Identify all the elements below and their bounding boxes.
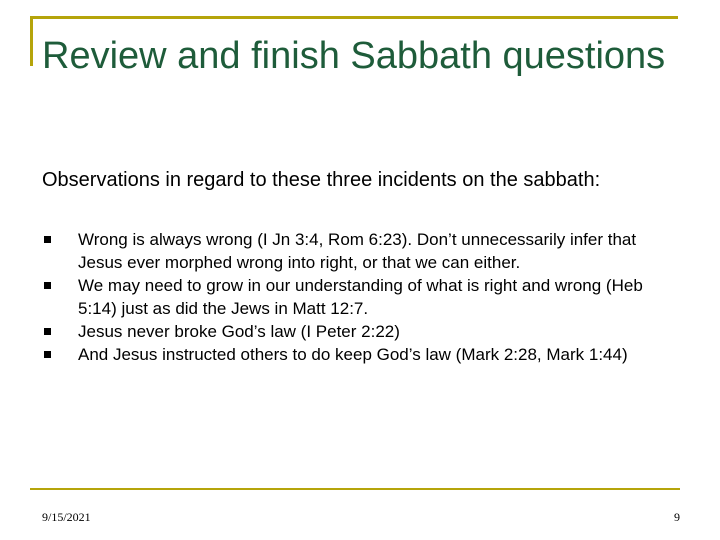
list-item (42, 343, 682, 366)
square-bullet-icon (44, 351, 51, 358)
top-accent-rule (30, 16, 678, 19)
list-item (42, 228, 682, 274)
square-bullet-icon (44, 328, 51, 335)
intro-text: Observations in regard to these three incidents on the sabbath: (42, 169, 601, 191)
bottom-accent-rule (30, 488, 680, 490)
footer-date: 9/15/2021 (42, 510, 91, 524)
bullet-text: Wrong is always wrong (I Jn 3:4, Rom 6:23). Don’t unnecessarily infer that Jesus ever morphed wrong into right, or that we can either. (78, 230, 637, 272)
page-number: 9 (674, 510, 680, 524)
square-bullet-icon (44, 236, 51, 243)
bullet-text: And Jesus instructed others to do keep God’s law (Mark 2:28, Mark 1:44) (78, 345, 628, 364)
bullet-list (42, 228, 682, 366)
square-bullet-icon (44, 282, 51, 289)
list-item (42, 274, 682, 320)
slide-title: Review and finish Sabbath questions (42, 35, 666, 77)
list-item (42, 320, 682, 343)
left-accent-rule (30, 16, 33, 66)
bullet-text: We may need to grow in our understanding of what is right and wrong (Heb 5:14) just as did the Jews in Matt 12:7. (78, 276, 643, 318)
bullet-text: Jesus never broke God’s law (I Peter 2:22) (78, 322, 400, 341)
